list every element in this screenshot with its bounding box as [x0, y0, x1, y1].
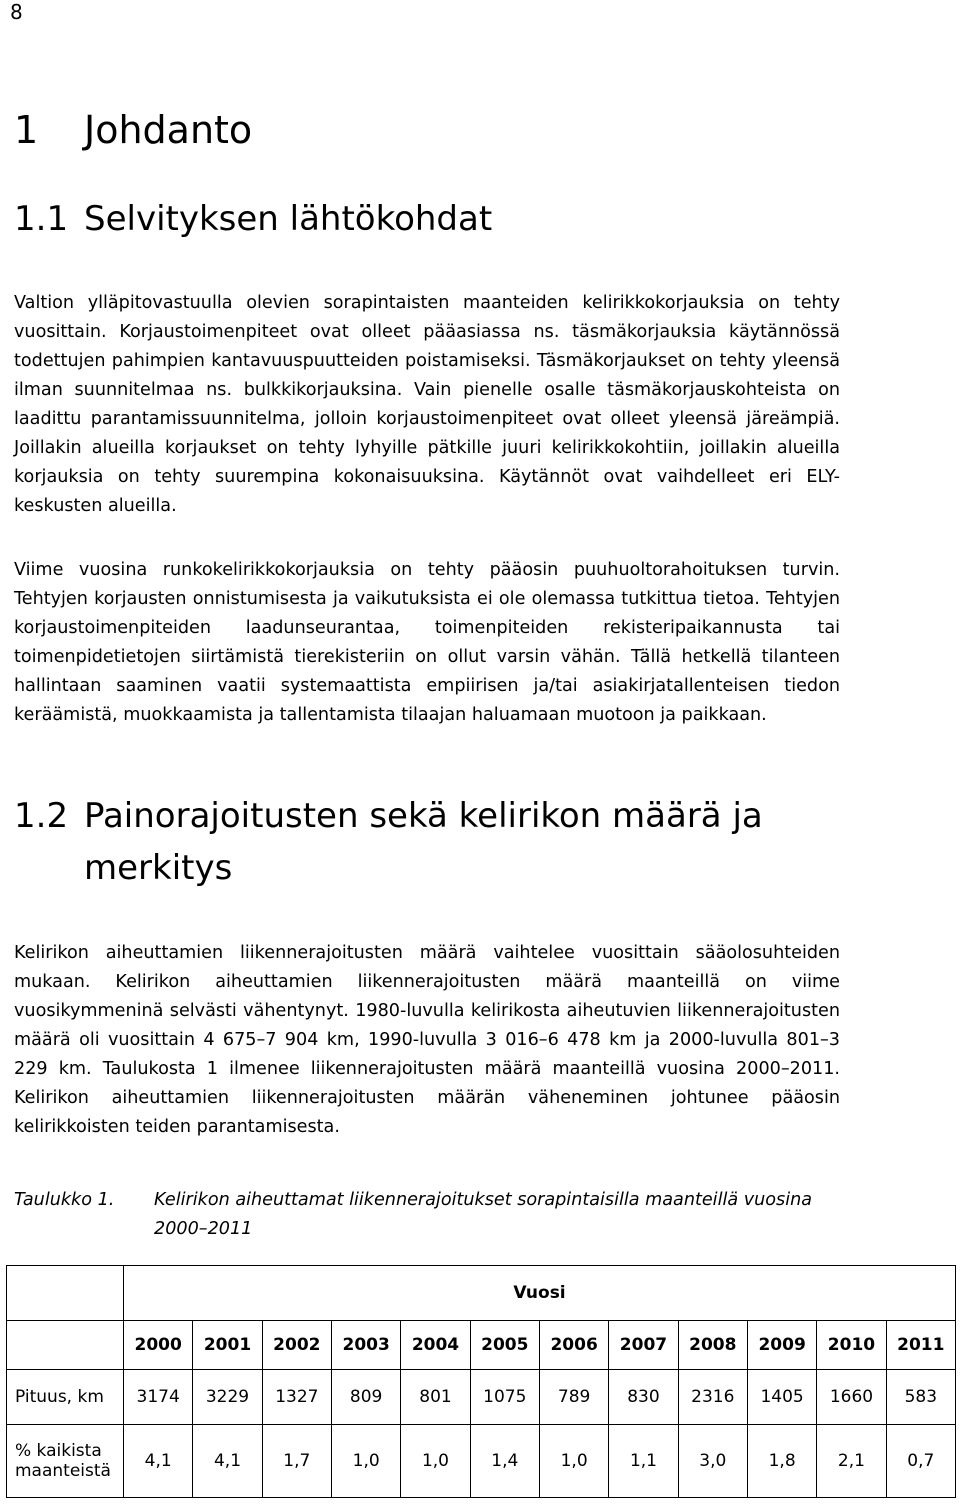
- table-cell: 830: [609, 1370, 678, 1425]
- table-cell: 801: [401, 1370, 470, 1425]
- subsection-title: Selvityksen lähtökohdat: [84, 199, 493, 239]
- table-cell: 1,8: [747, 1425, 816, 1498]
- subsection-number: 1.1: [14, 199, 69, 239]
- table-corner-cell: [7, 1321, 124, 1370]
- year-group-header: Vuosi: [124, 1266, 956, 1321]
- table-cell: 1,4: [470, 1425, 539, 1498]
- year-header-cell: 2007: [609, 1321, 678, 1370]
- table-cell: 3174: [124, 1370, 193, 1425]
- table-cell: 789: [539, 1370, 608, 1425]
- row-label: Pituus, km: [7, 1370, 124, 1425]
- section-number: 1: [14, 108, 39, 152]
- paragraph-background: Valtion ylläpitovastuulla olevien sorapintaisten maanteiden kelirikkokorjauksia on tehty vuosittain. Korjaustoimenpiteet ovat olleet pääasiassa ns. täsmäkorjauksia käytännössä todettujen pahimpien kantavuuspuutteiden poistamiseksi. Täsmäkorjaukset on tehty yleensä ilman suunnitelmaa ns. bulkkikorjauksina. Vain pienelle osalle täsmäkorjauskohteista on laadittu parantamissuunnitelma, jolloin korjaustoimenpiteet ovat olleet yleensä järeämpiä. Joillakin alueilla korjaukset on tehty lyhyille pätkille juuri kelirikkokohtiin, joillakin alueilla korjauksia on tehty suurempina kokonaisuuksina. Käytännöt ovat vaihdelleet eri ELY-keskusten alueilla.: [14, 293, 840, 516]
- table-cell: 0,7: [886, 1425, 955, 1498]
- table-cell: 1075: [470, 1370, 539, 1425]
- paragraph-restrictions: Kelirikon aiheuttamien liikennerajoitusten määrä vaihtelee vuosittain sääolosuhteiden mukaan. Kelirikon aiheuttamien liikennerajoitusten määrä maanteillä on viime vuosikymmeninä selvästi vähentynyt. 1980-luvulla kelirikosta aiheutuvien liikennerajoitusten määrä oli vuosittain 4 675–7 904 km, 1990-luvulla 3 016–6 478 km ja 2000-luvulla 801–3 229 km. Taulukosta 1 ilmenee liikennerajoitusten määrä maanteillä vuosina 2000–2011. Kelirikon aiheuttamien liikennerajoitusten määrän väheneminen johtunee pääosin kelirikkoisten teiden parantamisesta.: [14, 943, 840, 1137]
- table-cell: 3,0: [678, 1425, 747, 1498]
- table-cell: 1660: [817, 1370, 886, 1425]
- year-header-cell: 2010: [817, 1321, 886, 1370]
- year-header-cell: 2000: [124, 1321, 193, 1370]
- year-header-cell: 2009: [747, 1321, 816, 1370]
- table-cell: 1,0: [539, 1425, 608, 1498]
- paragraph-recent-repairs: Viime vuosina runkokelirikkokorjauksia on tehty pääosin puuhuoltorahoituksen turvin. Tehtyjen korjausten onnistumisesta ja vaikutuksista ei ole olemassa tutkittua tietoa. Tehtyjen korjaustoimenpiteiden laadunseurantaa, toimenpiteiden rekisteripaikannusta tai toimenpidetietojen siirtämistä tierekisteriin on ollut varsin vähän. Tällä hetkellä tilanteen hallintaan saaminen vaatii systemaattista empiirisen ja/tai asiakirjatallenteisen tiedon keräämistä, muokkaamista ja tallentamista tilaajan haluamaan muotoon ja paikkaan.: [14, 560, 840, 725]
- year-header-cell: 2001: [193, 1321, 262, 1370]
- year-header-cell: 2008: [678, 1321, 747, 1370]
- subsection-title-line-1: Painorajoitusten sekä kelirikon määrä ja: [84, 796, 763, 836]
- year-header-cell: 2011: [886, 1321, 955, 1370]
- table-cell: 583: [886, 1370, 955, 1425]
- table-caption-label: Taulukko 1.: [14, 1190, 115, 1210]
- year-header-cell: 2003: [331, 1321, 400, 1370]
- year-header-cell: 2005: [470, 1321, 539, 1370]
- year-header-cell: 2002: [262, 1321, 331, 1370]
- table-cell: 1,7: [262, 1425, 331, 1498]
- row-label: % kaikista maanteistä: [7, 1425, 124, 1498]
- table-cell: 4,1: [124, 1425, 193, 1498]
- table-cell: 2,1: [817, 1425, 886, 1498]
- table-cell: 1405: [747, 1370, 816, 1425]
- section-title: Johdanto: [84, 108, 253, 152]
- table-years-row: [7, 1321, 956, 1370]
- table-cell: 1,0: [331, 1425, 400, 1498]
- table-header-row: [7, 1266, 956, 1321]
- table-caption-text: Kelirikon aiheuttamat liikennerajoitukset sorapintaisilla maanteillä vuosina 2000–2011: [154, 1190, 813, 1239]
- table-cell: 2316: [678, 1370, 747, 1425]
- table-row: [7, 1370, 956, 1425]
- subsection-number: 1.2: [14, 796, 69, 836]
- table-corner-cell: [7, 1266, 124, 1321]
- restrictions-table: [6, 1265, 956, 1498]
- table-cell: 809: [331, 1370, 400, 1425]
- section-heading-johdanto: [14, 104, 252, 156]
- year-header-cell: 2006: [539, 1321, 608, 1370]
- page-number: 8: [10, 0, 23, 24]
- table-cell: 1,0: [401, 1425, 470, 1498]
- year-header-cell: 2004: [401, 1321, 470, 1370]
- table-cell: 1,1: [609, 1425, 678, 1498]
- subsection-title-line-2: merkitys: [84, 848, 233, 888]
- subsection-heading-1-2: [14, 790, 763, 894]
- table-row: [7, 1425, 956, 1498]
- table-cell: 4,1: [193, 1425, 262, 1498]
- table-cell: 3229: [193, 1370, 262, 1425]
- subsection-heading-1-1: [14, 193, 492, 245]
- table-cell: 1327: [262, 1370, 331, 1425]
